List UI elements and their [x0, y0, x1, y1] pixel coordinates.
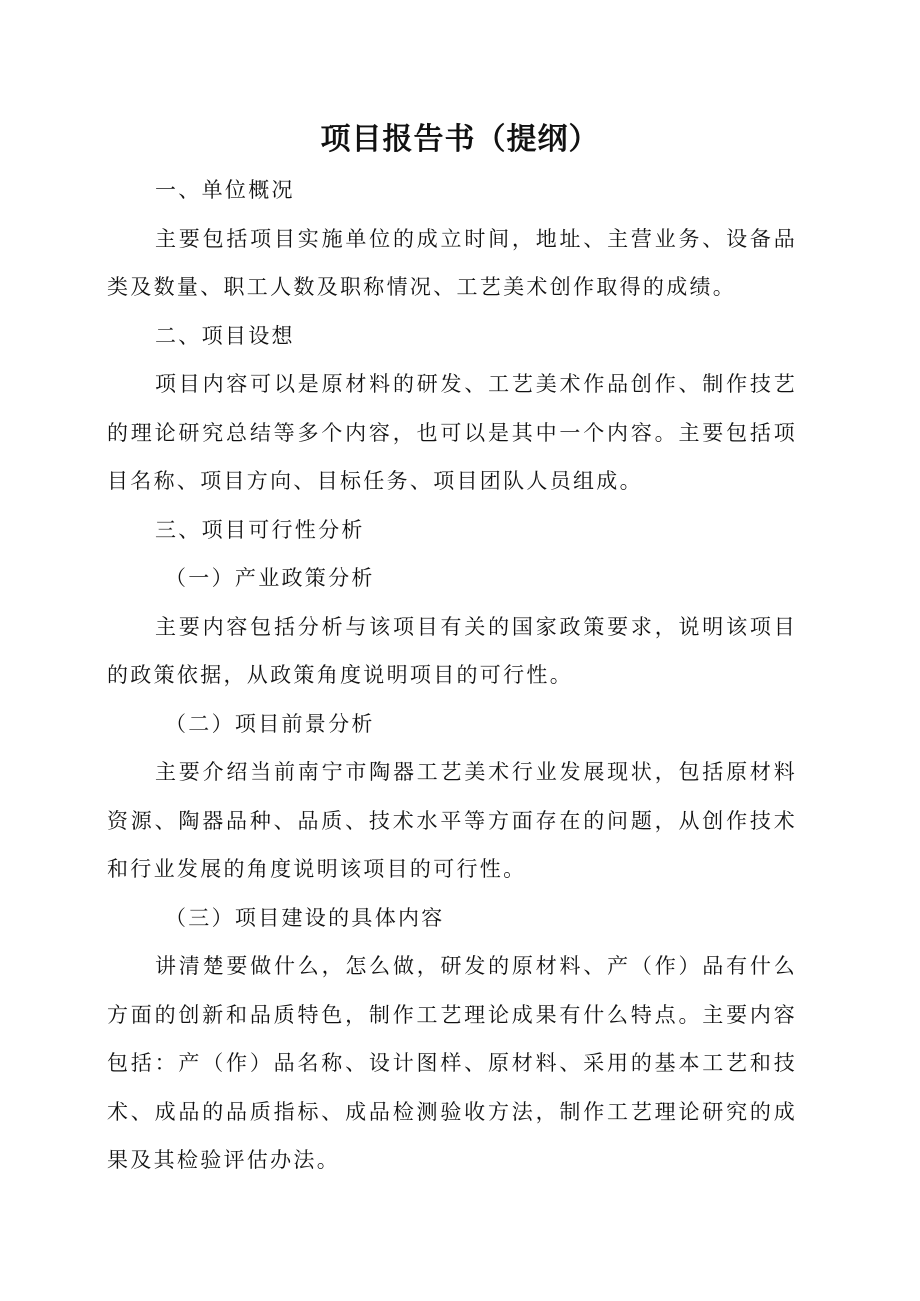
paragraph-policy: 主要内容包括分析与该项目有关的国家政策要求，说明该项目的政策依据，从政策角度说明项目的可行性。	[107, 614, 797, 687]
paragraph-unit-overview: 主要包括项目实施单位的成立时间，地址、主营业务、设备品类及数量、职工人数及职称情况、工艺美术创作取得的成绩。	[107, 226, 797, 299]
section-heading-feasibility: 三、项目可行性分析	[155, 517, 365, 542]
paragraph-project-concept: 项目内容可以是原材料的研发、工艺美术作品创作、制作技艺的理论研究总结等多个内容，也可以是其中一个内容。主要包括项目名称、项目方向、目标任务、项目团队人员组成。	[107, 372, 797, 493]
subsection-heading-policy: （一）产业政策分析	[165, 566, 375, 590]
subsection-heading-prospect: （二）项目前景分析	[165, 711, 375, 736]
section-heading-project-concept: 二、项目设想	[155, 323, 295, 348]
subsection-heading-construction: （三）项目建设的具体内容	[165, 905, 445, 930]
section-heading-unit-overview: 一、单位概况	[155, 178, 295, 202]
paragraph-prospect: 主要介绍当前南宁市陶器工艺美术行业发展现状，包括原材料资源、陶器品种、品质、技术水平等方面存在的问题，从创作技术和行业发展的角度说明该项目的可行性。	[107, 760, 797, 881]
paragraph-construction: 讲清楚要做什么，怎么做，研发的原材料、产（作）品有什么方面的创新和品质特色，制作工艺理论成果有什么特点。主要内容包括：产（作）品名称、设计图样、原材料、采用的基本工艺和技术、成品的品质指标、成品检测验收方法，制作工艺理论研究的成果及其检验评估办法。	[107, 954, 797, 1172]
document-title: 项目报告书（提纲）	[320, 122, 600, 157]
document-body	[107, 166, 797, 1185]
